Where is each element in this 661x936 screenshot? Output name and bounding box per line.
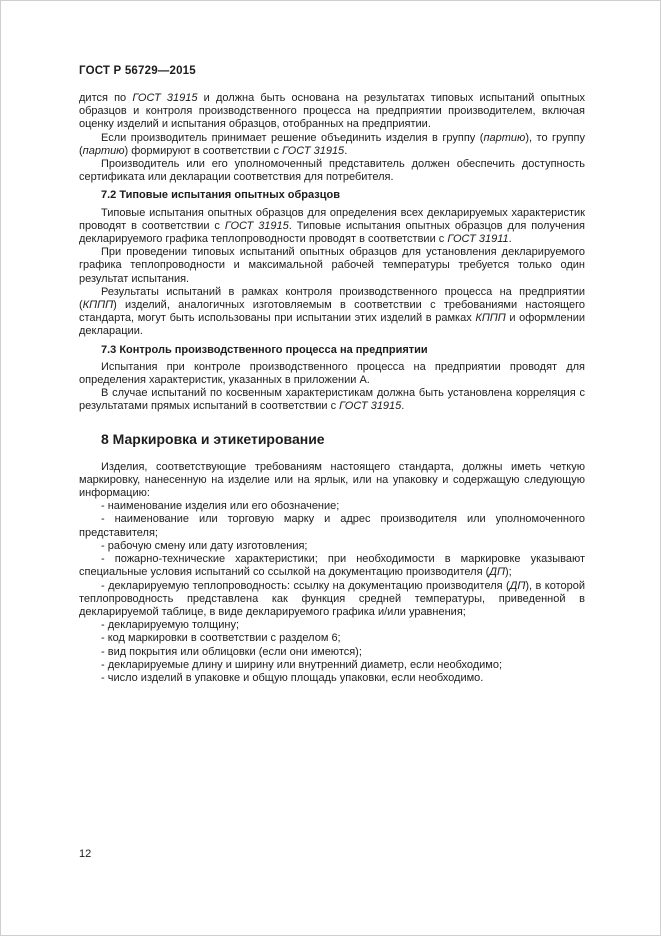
paragraph xyxy=(79,286,585,339)
text-run: . xyxy=(508,233,512,246)
text-run: Типовые испытания опытных образцов для определения всех декларируемых характеристик проводят в соответствии с xyxy=(79,206,585,232)
text-run: ); xyxy=(504,566,512,579)
italic-reference-text: ГОСТ 31915 xyxy=(132,92,198,104)
list-item xyxy=(79,580,585,620)
italic-reference-text: партию xyxy=(82,144,125,157)
text-run: Изделия, соответствующие требованиям настоящего стандарта, должны иметь четкую маркировку, нанесенную на изделие или на ярлык, или на упаковку и содержащую следующую информацию: xyxy=(79,460,585,500)
list-item xyxy=(79,659,585,672)
text-run: ) формируют в соответствии с xyxy=(124,144,283,157)
paragraph xyxy=(79,461,585,501)
text-run: 8 Маркировка и этикетирование xyxy=(101,430,325,447)
list-item xyxy=(79,513,585,539)
paragraph xyxy=(79,92,585,132)
text-run: ), то группу ( xyxy=(79,131,585,157)
text-run: В случае испытаний по косвенным характеристикам должна быть установлена корреляция с результатами прямых испытаний в соответствии с xyxy=(79,387,585,413)
list-item xyxy=(79,672,585,685)
text-run: - наименование изделия или его обозначение; xyxy=(101,500,340,513)
text-run: - число изделий в упаковке и общую площадь упаковки, если необходимо. xyxy=(101,671,484,684)
text-run: - декларируемую теплопроводность: ссылку на документацию производителя ( xyxy=(101,579,510,592)
text-run: . xyxy=(344,144,348,157)
italic-reference-text: КППП xyxy=(82,299,114,312)
text-run: ), в которой теплопроводность представлена как функция средней температуры, приведенной в декларируемой таблице, в виде декларируемого графика и/или уравнения; xyxy=(79,579,585,618)
italic-reference-text: КППП xyxy=(475,312,506,325)
text-run: Производитель или его уполномоченный представитель должен обеспечить доступность сертификата или декларации соответствия для потребителя. xyxy=(79,158,585,184)
paragraph xyxy=(79,246,585,286)
paragraph xyxy=(79,361,585,387)
paragraph xyxy=(79,387,585,413)
italic-reference-text: ДП xyxy=(509,579,526,592)
paragraph xyxy=(79,158,585,184)
italic-reference-text: ГОСТ 31915 xyxy=(224,219,289,232)
paragraph xyxy=(79,207,585,247)
list-item xyxy=(79,632,585,645)
subsection-heading xyxy=(79,189,585,202)
text-run: 7.3 Контроль производственного процесса на предприятии xyxy=(101,343,428,356)
list-item xyxy=(79,540,585,553)
text-run: - вид покрытия или облицовки (если они имеются); xyxy=(101,645,362,658)
list-item xyxy=(79,553,585,579)
document-header-gost-number: ГОСТ Р 56729—2015 xyxy=(79,65,196,77)
text-run: - декларируемую толщину; xyxy=(101,619,240,632)
text-run: и должна быть основана на результатах типовых испытаний опытных образцов и контроля производственного процесса на предприятии производителем, включая оценку изделий и испытания образцов, отобранных на предприятии. xyxy=(79,92,585,131)
document-body xyxy=(79,92,585,685)
italic-reference-text: ГОСТ 31911 xyxy=(447,233,509,246)
text-run: и оформлении декларации. xyxy=(79,312,586,338)
text-run: дится по xyxy=(79,92,133,104)
list-item xyxy=(79,500,585,513)
italic-reference-text: ГОСТ 31915 xyxy=(282,144,345,157)
text-run: Испытания при контроле производственного процесса на предприятии проводят для определения характеристик, указанных в приложении А. xyxy=(79,360,585,387)
text-run: . xyxy=(401,400,405,413)
text-run: . Типовые испытания опытных образцов для получения декларируемого графика теплопроводности проводят в соответствии с xyxy=(79,219,585,246)
text-run: - код маркировки в соответствии с разделом 6; xyxy=(101,632,341,645)
text-run: - декларируемые длину и ширину или внутренний диаметр, если необходимо; xyxy=(101,658,503,671)
text-run: Результаты испытаний в рамках контроля производственного процесса на предприятии ( xyxy=(79,285,585,312)
italic-reference-text: ГОСТ 31915 xyxy=(339,400,402,413)
page-number: 12 xyxy=(79,848,92,860)
text-run: - рабочую смену или дату изготовления; xyxy=(101,539,308,552)
list-item xyxy=(79,646,585,659)
text-run: - пожарно-технические характеристики; при необходимости в маркировке указывают специальные условия испытаний со ссылкой на документацию производителя ( xyxy=(79,553,585,579)
text-run: Если производитель принимает решение объединить изделия в группу ( xyxy=(101,131,484,144)
text-run: При проведении типовых испытаний опытных образцов для установления декларируемого графика теплопроводности и максимальной рабочей температуры требуется только один результат испытания. xyxy=(79,246,585,285)
italic-reference-text: ДП xyxy=(489,566,505,579)
italic-reference-text: партию xyxy=(483,131,526,144)
text-run: 7.2 Типовые испытания опытных образцов xyxy=(101,189,340,202)
text-run: - наименование или торговую марку и адрес производителя или уполномоченного представителя; xyxy=(79,513,585,539)
subsection-heading xyxy=(79,344,585,357)
list-item xyxy=(79,619,585,632)
text-run: ) изделий, аналогичных изготовляемым в соответствии с требованиями настоящего стандарта, могут быть использованы при испытании этих изделий в рамках xyxy=(79,299,585,325)
chapter-heading xyxy=(79,431,585,447)
paragraph xyxy=(79,132,585,158)
